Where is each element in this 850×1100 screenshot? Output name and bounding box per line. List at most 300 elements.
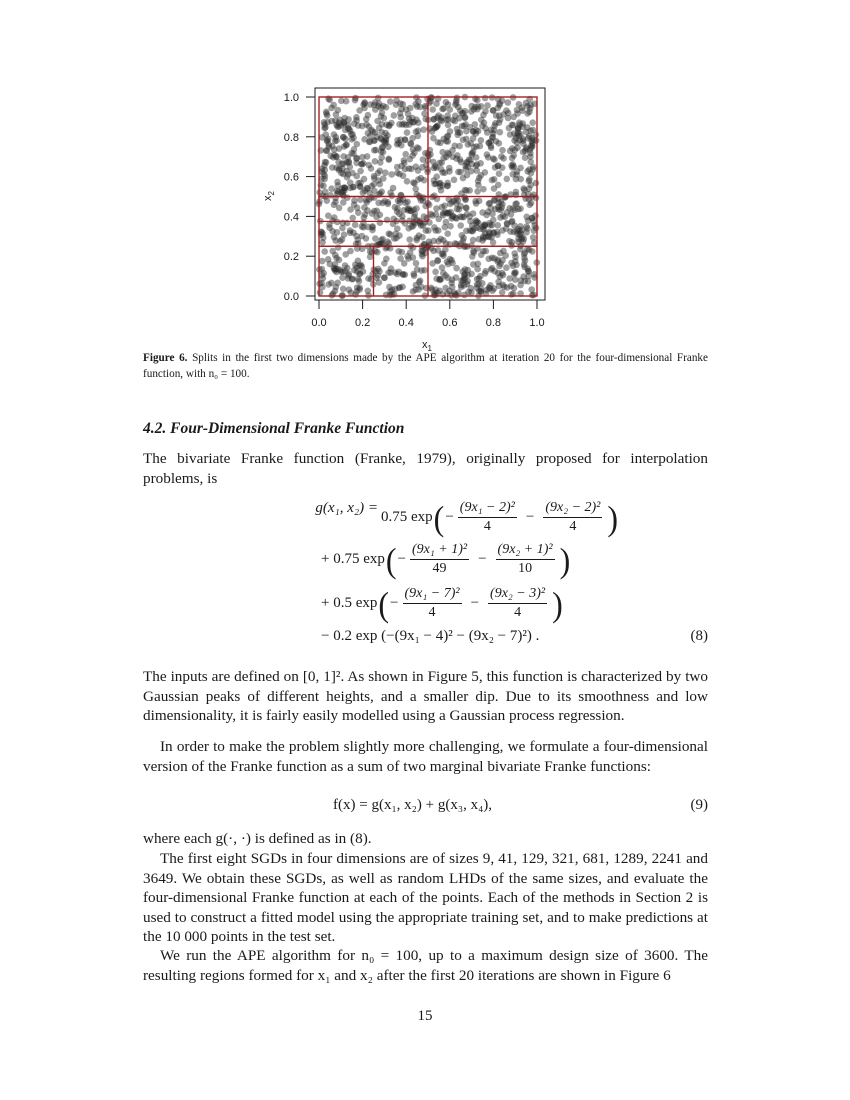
scatter-point bbox=[413, 237, 420, 244]
scatter-point bbox=[445, 116, 452, 123]
scatter-point bbox=[338, 122, 345, 129]
scatter-point bbox=[335, 182, 342, 189]
scatter-point bbox=[466, 156, 473, 163]
scatter-point bbox=[524, 266, 531, 273]
scatter-point bbox=[491, 122, 498, 129]
scatter-point bbox=[325, 256, 332, 263]
scatter-point bbox=[350, 135, 357, 142]
scatter-point bbox=[353, 264, 360, 271]
scatter-point bbox=[529, 292, 536, 299]
scatter-point bbox=[441, 202, 448, 209]
scatter-point bbox=[406, 205, 413, 212]
scatter-point bbox=[487, 222, 494, 229]
scatter-point bbox=[426, 241, 433, 248]
scatter-point bbox=[439, 251, 446, 258]
scatter-point bbox=[431, 181, 438, 188]
scatter-point bbox=[382, 198, 389, 205]
scatter-point bbox=[344, 220, 351, 227]
scatter-point bbox=[449, 199, 456, 206]
scatter-point bbox=[351, 184, 358, 191]
scatter-point bbox=[433, 205, 440, 212]
equation-8-frac-1: $\frac{\text{(9x₁ − 2)²}}{4}$ bbox=[459, 500, 515, 534]
scatter-point bbox=[434, 257, 441, 264]
scatter-point bbox=[399, 217, 406, 224]
scatter-point bbox=[511, 269, 518, 276]
scatter-point bbox=[476, 198, 483, 205]
scatter-point bbox=[496, 263, 503, 270]
scatter-point bbox=[410, 244, 417, 251]
scatter-point bbox=[373, 147, 380, 154]
scatter-point bbox=[404, 129, 411, 136]
scatter-point bbox=[499, 289, 506, 296]
scatter-point bbox=[517, 176, 524, 183]
scatter-point bbox=[437, 236, 444, 243]
scatter-point bbox=[528, 170, 535, 177]
scatter-point bbox=[372, 99, 379, 106]
scatter-point bbox=[399, 284, 406, 291]
scatter-point bbox=[361, 204, 368, 211]
scatter-point bbox=[529, 215, 536, 222]
scatter-point bbox=[365, 275, 372, 282]
scatter-point bbox=[421, 177, 428, 184]
scatter-point bbox=[378, 104, 385, 111]
scatter-point bbox=[478, 252, 485, 259]
scatter-point bbox=[426, 219, 433, 226]
figure-caption bbox=[143, 350, 708, 382]
scatter-point bbox=[320, 193, 327, 200]
scatter-point bbox=[400, 173, 407, 180]
equation-8-row-2: + 0.75 exp ( − $\frac{\text{(9x₁ + 1)²}}{49}$ − $\frac{\text{(9x₂ + 1)²}}{10}$ ) bbox=[321, 539, 571, 580]
scatter-point bbox=[461, 275, 468, 282]
scatter-point bbox=[437, 140, 444, 147]
scatter-point bbox=[533, 225, 540, 232]
scatter-point bbox=[523, 100, 530, 107]
scatter-point bbox=[371, 173, 378, 180]
scatter-point bbox=[330, 102, 337, 109]
scatter-point bbox=[341, 231, 348, 238]
scatter-point bbox=[416, 279, 423, 286]
scatter-point bbox=[321, 248, 328, 255]
scatter-point bbox=[447, 223, 454, 230]
y-tick-label: 0.0 bbox=[283, 291, 299, 303]
scatter-point bbox=[526, 202, 533, 209]
scatter-point bbox=[333, 134, 340, 141]
page-number: 15 bbox=[417, 1008, 433, 1024]
scatter-point bbox=[471, 249, 478, 256]
scatter-point bbox=[437, 277, 444, 284]
scatter-point bbox=[482, 270, 489, 277]
scatter-point bbox=[454, 132, 461, 139]
scatter-point bbox=[345, 275, 352, 282]
scatter-point bbox=[389, 287, 396, 294]
scatter-point bbox=[413, 260, 420, 267]
scatter-point bbox=[466, 187, 473, 194]
scatter-point bbox=[409, 135, 416, 142]
scatter-point bbox=[317, 289, 324, 296]
equation-8-frac-5: $\frac{\text{(9x₁ − 7)²}}{4}$ bbox=[404, 586, 460, 620]
scatter-point bbox=[475, 261, 482, 268]
scatter-point bbox=[453, 274, 460, 281]
scatter-point bbox=[457, 169, 464, 176]
scatter-point bbox=[499, 204, 506, 211]
y-tick-label: 0.2 bbox=[283, 251, 299, 264]
scatter-point bbox=[359, 123, 366, 130]
scatter-point bbox=[418, 247, 425, 254]
paragraph-sgds: The first eight SGDs in four dimensions are of sizes 9, 41, 129, 321, 681, 1289, 2241 and 3649. We obtain these SGDs, as well as random LHDs of the same sizes, and evaluate the four-dimensional Franke function at each of the points. Each of the methods in Section 2 is used to construct a fitted model using the appropriate training set, and to make predictions at the 10 000 points in the test set. bbox=[143, 850, 708, 945]
scatter-point bbox=[496, 102, 503, 109]
paragraph-challenge: In order to make the problem slightly more challenging, we formulate a four-dimensional version of the Franke function as a sum of two marginal bivariate Franke functions: bbox=[143, 738, 708, 775]
scatter-point bbox=[368, 194, 375, 201]
scatter-point bbox=[374, 249, 381, 256]
scatter-point bbox=[482, 95, 489, 102]
scatter-point bbox=[475, 178, 482, 185]
scatter-point bbox=[497, 129, 504, 136]
scatter-point bbox=[493, 112, 500, 119]
equation-8-number: (8) bbox=[690, 628, 708, 644]
scatter-point bbox=[342, 136, 349, 143]
scatter-point bbox=[426, 202, 433, 209]
scatter-point bbox=[517, 165, 524, 172]
scatter-point bbox=[472, 121, 479, 128]
scatter-point bbox=[401, 157, 408, 164]
scatter-point bbox=[461, 214, 468, 221]
scatter-point bbox=[431, 165, 438, 172]
scatter-point bbox=[388, 171, 395, 178]
scatter-point bbox=[474, 218, 481, 225]
scatter-point bbox=[406, 165, 413, 172]
scatter-point bbox=[380, 175, 387, 182]
scatter-point bbox=[475, 128, 482, 135]
equation-8-row-3: + 0.5 exp ( − $\frac{\text{(9x₁ − 7)²}}{4}$ − $\frac{\text{(9x₂ − 3)²}}{4}$ ) bbox=[321, 583, 563, 624]
scatter-point bbox=[334, 280, 341, 287]
scatter-point bbox=[510, 122, 517, 129]
scatter-point bbox=[480, 224, 487, 231]
scatter-point bbox=[332, 252, 339, 259]
scatter-point bbox=[343, 141, 350, 148]
scatter-point bbox=[415, 98, 422, 105]
scatter-point bbox=[412, 186, 419, 193]
scatter-point bbox=[372, 106, 379, 113]
scatter-point bbox=[387, 98, 394, 105]
scatter-point bbox=[440, 291, 447, 298]
scatter-point bbox=[504, 176, 511, 183]
x-axis-ticks bbox=[311, 300, 544, 329]
scatter-point bbox=[332, 267, 339, 274]
scatter-point bbox=[444, 210, 451, 217]
scatter-point bbox=[368, 165, 375, 172]
scatter-point bbox=[333, 111, 340, 118]
scatter-point bbox=[468, 285, 475, 292]
scatter-point bbox=[503, 264, 510, 271]
scatter-point bbox=[361, 176, 368, 183]
scatter-point bbox=[470, 135, 477, 142]
scatter-point bbox=[490, 155, 497, 162]
scatter-point bbox=[404, 178, 411, 185]
scatter-point bbox=[356, 286, 363, 293]
scatter-point bbox=[473, 154, 480, 161]
scatter-point bbox=[395, 248, 402, 255]
scatter-point bbox=[453, 215, 460, 222]
scatter-point bbox=[530, 234, 537, 241]
scatter-point bbox=[328, 185, 335, 192]
scatter-point bbox=[394, 137, 401, 144]
scatter-point bbox=[375, 272, 382, 279]
scatter-point bbox=[526, 176, 533, 183]
scatter-point bbox=[437, 117, 444, 124]
scatter-point bbox=[319, 168, 326, 175]
scatter-point bbox=[462, 197, 469, 204]
scatter-point bbox=[524, 110, 531, 117]
equation-8-term2-prefix: + 0.75 exp bbox=[321, 551, 385, 567]
scatter-point bbox=[400, 271, 407, 278]
scatter-point bbox=[374, 118, 381, 125]
scatter-point bbox=[530, 137, 537, 144]
scatter-point bbox=[409, 119, 416, 126]
figure-caption-text: Splits in the first two dimensions made by the APE algorithm at iteration 20 for the four-dimensional Franke function, with n₀ = 100. bbox=[143, 352, 708, 380]
scatter-point bbox=[351, 197, 358, 204]
x-tick-label: 1.0 bbox=[529, 317, 545, 329]
scatter-point bbox=[509, 155, 516, 162]
scatter-point bbox=[389, 193, 396, 200]
scatter-point bbox=[352, 97, 359, 104]
equation-8-row-1: g(x₁, x₂) = 0.75 exp ( − $\frac{\text{(9x₁ − 2)²}}{4}$ − $\frac{\text{(9x₂ − 2)²}}{4}$ ) bbox=[143, 500, 708, 536]
figure-label: Figure 6. bbox=[143, 352, 188, 364]
scatter-point bbox=[344, 168, 351, 175]
scatter-point bbox=[377, 219, 384, 226]
x-tick-label: 0.4 bbox=[398, 317, 414, 329]
scatter-point bbox=[514, 107, 521, 114]
scatter-point bbox=[486, 200, 493, 207]
y-tick-label: 0.4 bbox=[283, 211, 299, 224]
scatter-point bbox=[444, 133, 451, 140]
scatter-point bbox=[344, 174, 351, 181]
scatter-point bbox=[323, 131, 330, 138]
scatter-point bbox=[435, 227, 442, 234]
scatter-point bbox=[508, 291, 515, 298]
scatter-point bbox=[398, 192, 405, 199]
scatter-point bbox=[381, 274, 388, 281]
scatter-point bbox=[362, 211, 369, 218]
scatter-point bbox=[526, 185, 533, 192]
scatter-point bbox=[324, 112, 331, 119]
scatter-point bbox=[517, 131, 524, 138]
scatter-point bbox=[429, 106, 436, 113]
scatter-point bbox=[495, 222, 502, 229]
scatter-point bbox=[523, 229, 530, 236]
scatter-point bbox=[364, 153, 371, 160]
scatter-point bbox=[508, 211, 515, 218]
scatter-point bbox=[357, 184, 364, 191]
scatter-point bbox=[507, 131, 514, 138]
scatter-point bbox=[382, 169, 389, 176]
scatter-point bbox=[522, 154, 529, 161]
scatter-point bbox=[334, 229, 341, 236]
scatter-point bbox=[411, 180, 418, 187]
scatter-point bbox=[384, 132, 391, 139]
y-axis-title: $x_2$ bbox=[262, 191, 276, 201]
scatter-point bbox=[402, 136, 409, 143]
scatter-point bbox=[347, 248, 354, 255]
scatter-point bbox=[377, 181, 384, 188]
scatter-point bbox=[363, 116, 370, 123]
scatter-point bbox=[529, 119, 536, 126]
scatter-point bbox=[402, 200, 409, 207]
scatter-point bbox=[373, 214, 380, 221]
scatter-point bbox=[442, 272, 449, 279]
equation-8-frac-2: $\frac{\text{(9x₂ − 2)²}}{4}$ bbox=[545, 500, 601, 534]
scatter-point bbox=[321, 121, 328, 128]
scatter-point bbox=[500, 155, 507, 162]
scatter-point bbox=[452, 118, 459, 125]
scatter-point bbox=[486, 284, 493, 291]
scatter-point bbox=[384, 217, 391, 224]
scatter-point bbox=[492, 268, 499, 275]
scatter-point bbox=[391, 112, 398, 119]
scatter-point bbox=[332, 199, 339, 206]
scatter-point bbox=[408, 224, 415, 231]
scatter-point bbox=[351, 120, 358, 127]
scatter-point bbox=[368, 183, 375, 190]
scatter-point bbox=[478, 137, 485, 144]
scatter-point bbox=[435, 216, 442, 223]
scatter-point bbox=[336, 145, 343, 152]
scatter-point bbox=[503, 225, 510, 232]
scatter-point bbox=[513, 189, 520, 196]
x-tick-label: 0.6 bbox=[442, 317, 458, 329]
scatter-point bbox=[485, 256, 492, 263]
equation-9 bbox=[143, 797, 708, 833]
scatter-point bbox=[413, 163, 420, 170]
scatter-point bbox=[403, 122, 410, 129]
scatter-point bbox=[325, 281, 332, 288]
scatter-point bbox=[333, 153, 340, 160]
scatter-plot bbox=[255, 80, 555, 355]
scatter-point bbox=[423, 227, 430, 234]
scatter-point bbox=[392, 269, 399, 276]
scatter-point bbox=[474, 188, 481, 195]
x-tick-label: 0.2 bbox=[354, 317, 371, 329]
scatter-point bbox=[520, 238, 527, 245]
scatter-point bbox=[449, 284, 456, 291]
scatter-point bbox=[340, 153, 347, 160]
scatter-point bbox=[449, 147, 456, 154]
scatter-point bbox=[440, 105, 447, 112]
scatter-point bbox=[360, 160, 367, 167]
scatter-point bbox=[448, 292, 455, 299]
scatter-point bbox=[430, 135, 437, 142]
scatter-point bbox=[473, 167, 480, 174]
scatter-point bbox=[385, 156, 392, 163]
scatter-point bbox=[372, 235, 379, 242]
scatter-point bbox=[350, 151, 357, 158]
scatter-point bbox=[523, 146, 530, 153]
scatter-point bbox=[492, 164, 499, 171]
scatter-point bbox=[360, 101, 367, 108]
scatter-point bbox=[529, 143, 536, 150]
scatter-point bbox=[343, 98, 350, 105]
equation-8-lhs: g(x₁, x₂) = bbox=[315, 500, 378, 516]
scatter-point bbox=[510, 114, 517, 121]
y-axis-ticks bbox=[284, 92, 315, 303]
y-tick-label: 0.6 bbox=[283, 171, 299, 184]
scatter-point bbox=[506, 275, 513, 282]
scatter-point bbox=[497, 250, 504, 257]
x-tick-label: 0.0 bbox=[311, 317, 327, 329]
scatter-point bbox=[497, 273, 504, 280]
scatter-point bbox=[339, 225, 346, 232]
scatter-point bbox=[470, 237, 477, 244]
scatter-point bbox=[480, 186, 487, 193]
scatter-point bbox=[372, 129, 379, 136]
scatter-point bbox=[491, 185, 498, 192]
scatter-point bbox=[329, 143, 336, 150]
scatter-point bbox=[512, 276, 519, 283]
scatter-point bbox=[415, 286, 422, 293]
scatter-point bbox=[489, 177, 496, 184]
equation-8-frac-6: $\frac{\text{(9x₂ − 3)²}}{4}$ bbox=[490, 586, 546, 620]
scatter-point bbox=[457, 222, 464, 229]
scatter-point bbox=[327, 192, 334, 199]
scatter-point bbox=[337, 238, 344, 245]
scatter-point bbox=[476, 275, 483, 282]
scatter-point bbox=[474, 106, 481, 113]
scatter-point bbox=[438, 159, 445, 166]
scatter-point bbox=[340, 193, 347, 200]
scatter-point bbox=[459, 123, 466, 130]
scatter-point bbox=[320, 234, 327, 241]
scatter-point bbox=[352, 222, 359, 229]
equation-8-term1-prefix: 0.75 exp bbox=[381, 509, 433, 525]
scatter-point bbox=[503, 107, 510, 114]
scatter-point bbox=[444, 230, 451, 237]
scatter-point bbox=[483, 212, 490, 219]
scatter-point bbox=[523, 223, 530, 230]
scatter-point bbox=[520, 137, 527, 144]
scatter-point bbox=[428, 285, 435, 292]
scatter-point bbox=[446, 165, 453, 172]
scatter-point bbox=[453, 265, 460, 272]
scatter-point bbox=[357, 196, 364, 203]
scatter-point bbox=[322, 159, 329, 166]
scatter-point bbox=[397, 255, 404, 262]
scatter-point bbox=[480, 112, 487, 119]
scatter-point bbox=[445, 261, 452, 268]
scatter-point bbox=[512, 258, 519, 265]
equation-8-row-4 bbox=[143, 628, 708, 664]
scatter-point bbox=[387, 231, 394, 238]
scatter-point bbox=[524, 124, 531, 131]
scatter-point bbox=[415, 127, 422, 134]
scatter-point bbox=[383, 256, 390, 263]
equation-9-body: f(x) = g(x₁, x₂) + g(x₃, x₄), bbox=[333, 797, 493, 813]
scatter-point bbox=[340, 286, 347, 293]
scatter-point bbox=[346, 286, 353, 293]
scatter-point bbox=[470, 210, 477, 217]
paragraph-intro: The bivariate Franke function (Franke, 1979), originally proposed for interpolation problems, is bbox=[143, 450, 708, 487]
scatter-point bbox=[443, 154, 450, 161]
scatter-point bbox=[355, 209, 362, 216]
scatter-point bbox=[510, 161, 517, 168]
scatter-point bbox=[363, 235, 370, 242]
scatter-point bbox=[353, 114, 360, 121]
scatter-point bbox=[431, 125, 438, 132]
scatter-point bbox=[432, 269, 439, 276]
equation-8 bbox=[143, 497, 708, 652]
x-tick-label: 0.8 bbox=[485, 317, 502, 329]
scatter-point bbox=[506, 238, 513, 245]
equation-8-frac-3: $\frac{\text{(9x₁ + 1)²}}{49}$ bbox=[412, 542, 468, 576]
scatter-point bbox=[420, 126, 427, 133]
